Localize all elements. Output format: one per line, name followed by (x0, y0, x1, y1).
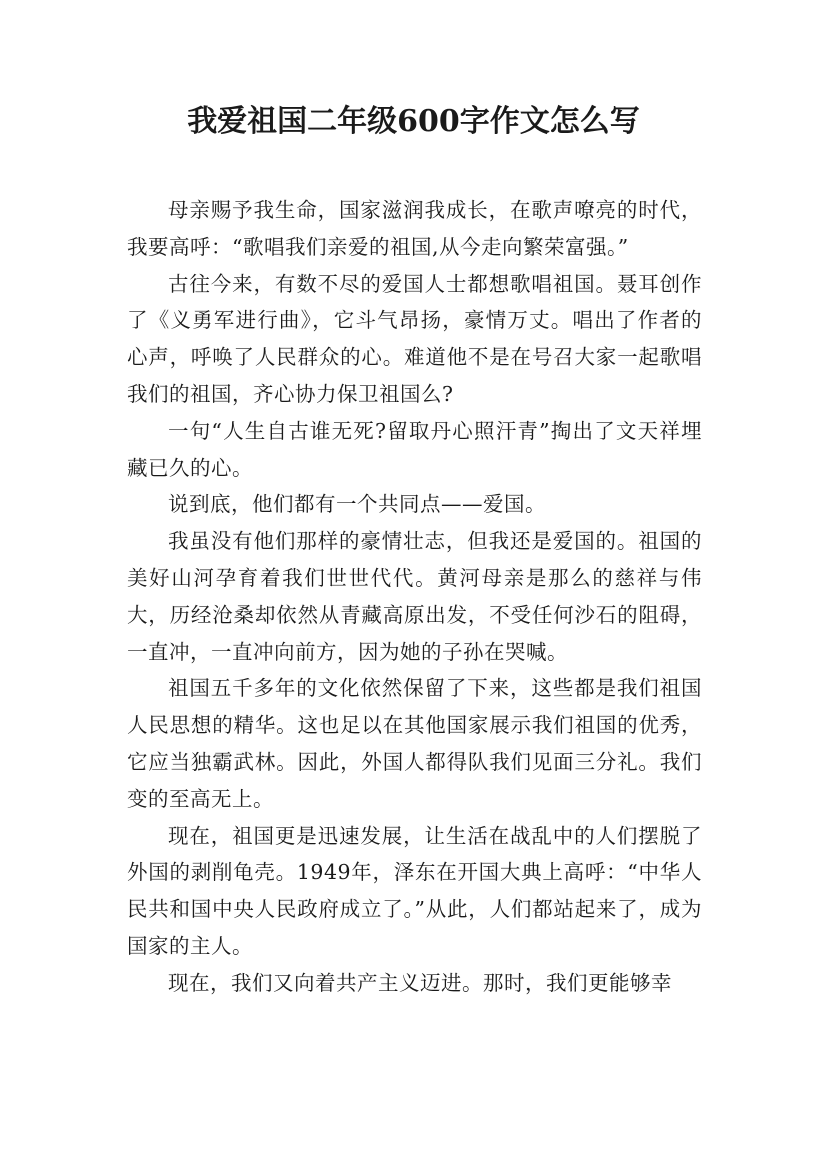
paragraph: 现在，祖国更是迅速发展，让生活在战乱中的人们摆脱了外国的剥削龟壳。1949年，泽东在开国大典上高呼：“中华人民共和国中央人民政府成立了。”从此，人们都站起来了，成为国家的主人。 (127, 823, 702, 958)
paragraph: 一句“人生自古谁无死?留取丹心照汗青”掏出了文天祥埋藏已久的心。 (127, 418, 702, 480)
article-body (127, 192, 702, 1002)
paragraph: 母亲赐予我生命，国家滋润我成长，在歌声嘹亮的时代，我要高呼：“歌唱我们亲爱的祖国,从今走向繁荣富强。” (127, 198, 702, 259)
document-title: 我爱祖国二年级600字作文怎么写 (187, 104, 640, 139)
paragraph: 古往今来，有数不尽的爱国人士都想歌唱祖国。聂耳创作了《义勇军进行曲》，它斗气昂扬，豪情万丈。唱出了作者的心声，呼唤了人民群众的心。难道他不是在号召大家一起歌唱我们的祖国，齐心协力保卫祖国么? (127, 271, 702, 406)
paragraph: 现在，我们又向着共产主义迈进。那时，我们更能够幸 (168, 970, 672, 995)
paragraph: 我虽没有他们那样的豪情壮志，但我还是爱国的。祖国的美好山河孕育着我们世世代代。黄河母亲是那么的慈祥与伟大，历经沧桑却依然从青藏高原出发，不受任何沙石的阻碍，一直冲，一直冲向前方，因为她的子孙在哭喊。 (127, 529, 702, 664)
paragraph: 祖国五千多年的文化依然保留了下来，这些都是我们祖国人民思想的精华。这也足以在其他国家展示我们祖国的优秀，它应当独霸武林。因此，外国人都得队我们见面三分礼。我们变的至高无上。 (127, 676, 702, 811)
paragraph: 说到底，他们都有一个共同点——爱国。 (168, 492, 546, 517)
